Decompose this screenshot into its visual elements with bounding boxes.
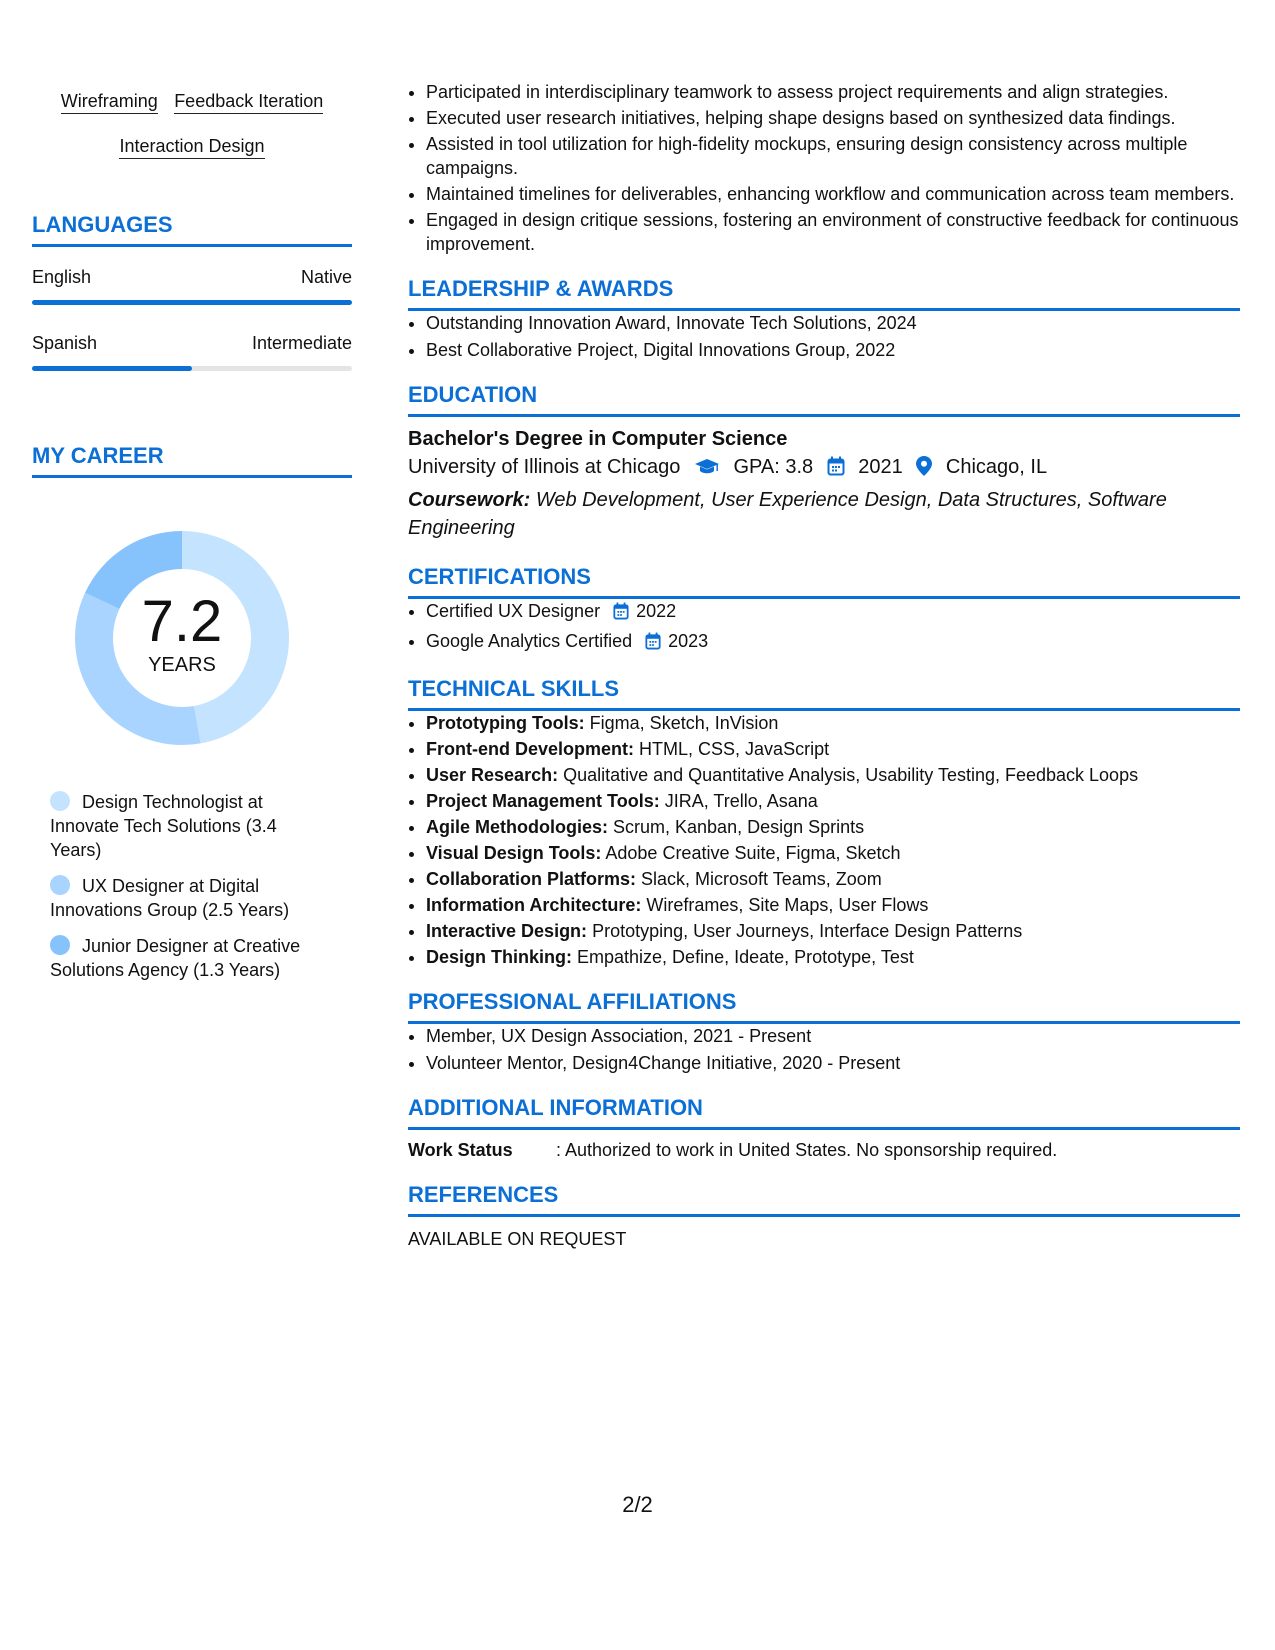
calendar-icon — [613, 602, 629, 626]
language-item — [32, 333, 352, 371]
skill-value: Scrum, Kanban, Design Sprints — [613, 817, 865, 837]
list-item: • Outstanding Innovation Award, Innovate Tech Solutions, 2024 — [426, 311, 1240, 335]
language-level: Native — [300, 267, 352, 287]
languages-section — [32, 212, 352, 371]
affiliations-list — [408, 1024, 1240, 1075]
skill-label: Prototyping Tools: — [426, 713, 585, 733]
leadership-list — [408, 311, 1240, 362]
leadership-title: LEADERSHIP & AWARDS — [408, 276, 1240, 311]
career-legend — [50, 790, 330, 982]
main-content — [408, 80, 1240, 1251]
skill-value: JIRA, Trello, Asana — [664, 791, 818, 811]
language-bar — [32, 300, 352, 305]
legend-label: UX Designer at Digital Innovations Group (2.5 Years) — [50, 876, 290, 920]
page-number: 2/2 — [622, 1492, 653, 1517]
list-item — [426, 815, 1240, 839]
list-item — [426, 893, 1240, 917]
list-item — [426, 789, 1240, 813]
skill-value: Slack, Microsoft Teams, Zoom — [641, 869, 882, 889]
career-title: MY CAREER — [32, 443, 352, 478]
list-item — [426, 841, 1240, 865]
skill-value: Figma, Sketch, InVision — [589, 713, 779, 733]
skill-label: Design Thinking: — [426, 947, 572, 967]
list-item — [426, 945, 1240, 969]
career-total: 7.2 — [141, 589, 223, 654]
certification-name: Certified UX Designer — [426, 601, 601, 621]
sidebar — [32, 80, 352, 994]
skill-value: Adobe Creative Suite, Figma, Sketch — [605, 843, 901, 863]
language-bar-fill — [32, 366, 192, 371]
list-item — [426, 763, 1240, 787]
technical-skills-list — [408, 711, 1240, 969]
list-item: • Engaged in design critique sessions, fostering an environment of constructive feedback for continuous improvement. — [426, 208, 1240, 256]
work-status-value: : Authorized to work in United States. No sponsorship required. — [556, 1140, 1058, 1160]
education-coursework — [408, 486, 1240, 542]
certifications-list — [408, 599, 1240, 656]
list-item: • Assisted in tool utilization for high-fidelity mockups, ensuring design consistency across multiple campaigns. — [426, 132, 1240, 180]
skill-label: Collaboration Platforms: — [426, 869, 637, 889]
skill-label: Agile Methodologies: — [426, 817, 608, 837]
legend-label: Design Technologist at Innovate Tech Solutions (3.4 Years) — [50, 792, 277, 860]
coursework-text: Web Development, User Experience Design, Data Structures, Software Engineering — [408, 489, 1167, 539]
language-bar-fill — [32, 300, 352, 305]
legend-dot — [50, 935, 70, 955]
education-year: 2021 — [858, 456, 903, 478]
language-name: Spanish — [32, 333, 98, 353]
skill-label: Interactive Design: — [426, 921, 588, 941]
skill-label: Front-end Development: — [426, 739, 635, 759]
education-location: Chicago, IL — [945, 456, 1048, 478]
skill-label: Project Management Tools: — [426, 791, 660, 811]
skill-value: HTML, CSS, JavaScript — [639, 739, 830, 759]
list-item — [426, 867, 1240, 891]
list-item: • Member, UX Design Association, 2021 - Present — [426, 1024, 1240, 1048]
affiliations-section — [408, 989, 1240, 1075]
career-unit: YEARS — [148, 654, 216, 676]
additional-info-section — [408, 1095, 1240, 1162]
skill-value: Qualitative and Quantitative Analysis, Usability Testing, Feedback Loops — [563, 765, 1139, 785]
list-item: • Volunteer Mentor, Design4Change Initiative, 2020 - Present — [426, 1051, 1240, 1075]
certification-year: 2023 — [668, 631, 709, 651]
list-item — [426, 919, 1240, 943]
education-section — [408, 382, 1240, 542]
calendar-icon — [827, 456, 845, 484]
list-item: • Executed user research initiatives, helping shape designs based on synthesized data findings. — [426, 106, 1240, 130]
education-gpa: GPA: 3.8 — [733, 456, 814, 478]
references-title: REFERENCES — [408, 1182, 1240, 1217]
language-name: English — [32, 267, 92, 287]
map-pin-icon — [916, 456, 932, 484]
skill-tag: Feedback Iteration — [174, 90, 323, 114]
legend-dot — [50, 791, 70, 811]
language-bar — [32, 366, 352, 371]
list-item: • Best Collaborative Project, Digital Innovations Group, 2022 — [426, 338, 1240, 362]
skills-tags — [32, 80, 352, 170]
leadership-section — [408, 276, 1240, 362]
list-item: • Maintained timelines for deliverables, enhancing workflow and communication across team members. — [426, 182, 1240, 206]
technical-skills-title: TECHNICAL SKILLS — [408, 676, 1240, 711]
technical-skills-section — [408, 676, 1240, 969]
skill-value: Wireframes, Site Maps, User Flows — [646, 895, 929, 915]
language-level: Intermediate — [251, 333, 352, 353]
affiliations-title: PROFESSIONAL AFFILIATIONS — [408, 989, 1240, 1024]
legend-label: Junior Designer at Creative Solutions Agency (1.3 Years) — [50, 936, 301, 980]
education-details — [408, 453, 1240, 484]
coursework-label: Coursework: — [408, 489, 531, 511]
education-title: EDUCATION — [408, 382, 1240, 417]
career-legend-item — [50, 790, 330, 862]
additional-info-title: ADDITIONAL INFORMATION — [408, 1095, 1240, 1130]
experience-bullets — [408, 80, 1240, 256]
career-legend-item — [50, 934, 330, 982]
skill-value: Empathize, Define, Ideate, Prototype, Test — [577, 947, 914, 967]
certification-year: 2022 — [636, 601, 677, 621]
skill-label: Visual Design Tools: — [426, 843, 602, 863]
references-section — [408, 1182, 1240, 1251]
certification-name: Google Analytics Certified — [426, 631, 633, 651]
certifications-title: CERTIFICATIONS — [408, 564, 1240, 599]
career-donut-chart — [62, 518, 302, 758]
list-item — [426, 629, 1240, 656]
education-degree: Bachelor's Degree in Computer Science — [408, 428, 788, 450]
calendar-icon — [645, 632, 661, 656]
list-item — [426, 711, 1240, 735]
skill-value: Prototyping, User Journeys, Interface Design Patterns — [592, 921, 1023, 941]
list-item: • Participated in interdisciplinary teamwork to assess project requirements and align strategies. — [426, 80, 1240, 104]
skill-tag: Wireframing — [61, 90, 158, 114]
skill-label: User Research: — [426, 765, 559, 785]
education-school: University of Illinois at Chicago — [408, 456, 681, 478]
certifications-section — [408, 564, 1240, 656]
career-legend-item — [50, 874, 330, 922]
skill-label: Information Architecture: — [426, 895, 642, 915]
language-item — [32, 267, 352, 305]
list-item — [426, 599, 1240, 626]
work-status-label: Work Status — [408, 1140, 513, 1160]
languages-title: LANGUAGES — [32, 212, 352, 247]
career-section — [32, 443, 352, 982]
graduation-cap-icon — [694, 456, 720, 484]
list-item — [426, 737, 1240, 761]
legend-dot — [50, 875, 70, 895]
skill-tag: Interaction Design — [119, 135, 264, 159]
references-text: AVAILABLE ON REQUEST — [408, 1229, 627, 1249]
